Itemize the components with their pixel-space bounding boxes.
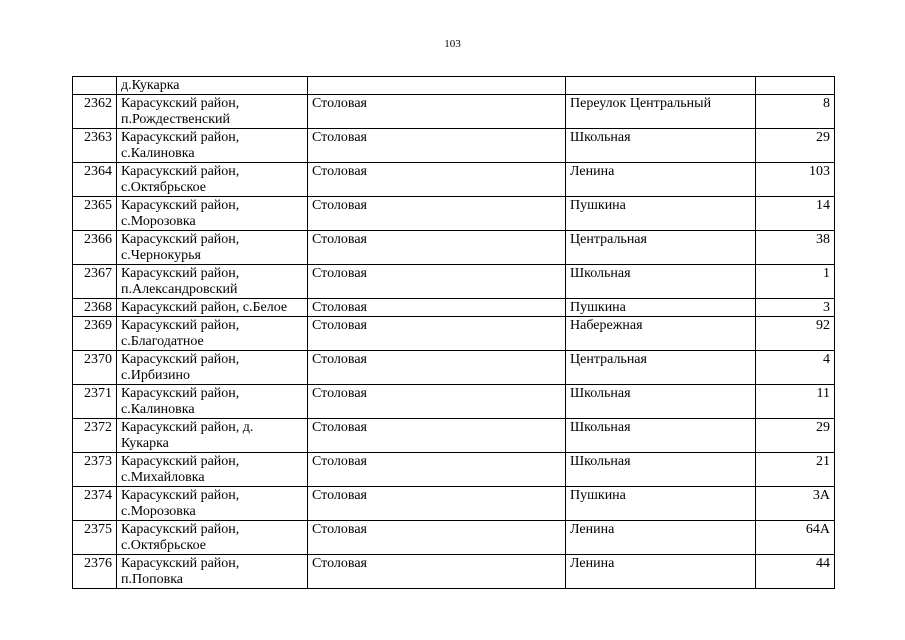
location-cell: Карасукский район, п.Поповка [117, 555, 308, 589]
location-cell: Карасукский район, с.Калиновка [117, 385, 308, 419]
location-cell: Карасукский район, с.Благодатное [117, 317, 308, 351]
table-row [73, 163, 835, 197]
street-cell: Школьная [566, 385, 756, 419]
house-number-cell: 38 [756, 231, 835, 265]
location-cell: д.Кукарка [117, 77, 308, 95]
street-cell: Ленина [566, 555, 756, 589]
table-row [73, 453, 835, 487]
row-number-cell: 2372 [73, 419, 117, 453]
location-cell: Карасукский район, с.Михайловка [117, 453, 308, 487]
location-cell: Карасукский район, с.Калиновка [117, 129, 308, 163]
house-number-cell: 103 [756, 163, 835, 197]
street-cell: Набережная [566, 317, 756, 351]
page-number: 103 [444, 38, 461, 50]
facility-type-cell: Столовая [308, 231, 566, 265]
row-number-cell: 2373 [73, 453, 117, 487]
street-cell: Ленина [566, 163, 756, 197]
facility-type-cell: Столовая [308, 317, 566, 351]
location-cell: Карасукский район, п.Александровский [117, 265, 308, 299]
row-number-cell: 2364 [73, 163, 117, 197]
row-number-cell: 2369 [73, 317, 117, 351]
house-number-cell: 29 [756, 419, 835, 453]
house-number-cell: 1 [756, 265, 835, 299]
house-number-cell: 64А [756, 521, 835, 555]
row-number-cell: 2367 [73, 265, 117, 299]
location-cell: Карасукский район, с.Морозовка [117, 197, 308, 231]
registry-table [72, 76, 835, 589]
house-number-cell: 4 [756, 351, 835, 385]
row-number-cell: 2375 [73, 521, 117, 555]
location-cell: Карасукский район, с.Ирбизино [117, 351, 308, 385]
house-number-cell: 14 [756, 197, 835, 231]
facility-type-cell: Столовая [308, 265, 566, 299]
location-cell: Карасукский район, с.Белое [117, 299, 308, 317]
facility-type-cell: Столовая [308, 487, 566, 521]
table-row [73, 555, 835, 589]
table-row [73, 231, 835, 265]
facility-type-cell [308, 77, 566, 95]
row-number-cell: 2371 [73, 385, 117, 419]
house-number-cell: 44 [756, 555, 835, 589]
house-number-cell: 8 [756, 95, 835, 129]
row-number-cell: 2366 [73, 231, 117, 265]
house-number-cell: 29 [756, 129, 835, 163]
row-number-cell [73, 77, 117, 95]
facility-type-cell: Столовая [308, 129, 566, 163]
street-cell: Школьная [566, 453, 756, 487]
row-number-cell: 2376 [73, 555, 117, 589]
street-cell: Центральная [566, 351, 756, 385]
location-cell: Карасукский район, д. Кукарка [117, 419, 308, 453]
street-cell: Пушкина [566, 197, 756, 231]
house-number-cell: 11 [756, 385, 835, 419]
street-cell: Переулок Центральный [566, 95, 756, 129]
row-number-cell: 2365 [73, 197, 117, 231]
facility-type-cell: Столовая [308, 453, 566, 487]
street-cell [566, 77, 756, 95]
table-row [73, 77, 835, 95]
table-row [73, 299, 835, 317]
facility-type-cell: Столовая [308, 351, 566, 385]
row-number-cell: 2362 [73, 95, 117, 129]
street-cell: Пушкина [566, 299, 756, 317]
location-cell: Карасукский район, п.Рождественский [117, 95, 308, 129]
facility-type-cell: Столовая [308, 419, 566, 453]
table-row [73, 385, 835, 419]
facility-type-cell: Столовая [308, 95, 566, 129]
location-cell: Карасукский район, с.Октябрьское [117, 521, 308, 555]
row-number-cell: 2368 [73, 299, 117, 317]
table-row [73, 95, 835, 129]
row-number-cell: 2374 [73, 487, 117, 521]
facility-type-cell: Столовая [308, 299, 566, 317]
street-cell: Школьная [566, 129, 756, 163]
table-row [73, 197, 835, 231]
facility-type-cell: Столовая [308, 197, 566, 231]
registry-table-body [73, 77, 835, 589]
house-number-cell: 3А [756, 487, 835, 521]
table-row [73, 265, 835, 299]
table-row [73, 487, 835, 521]
table-row [73, 317, 835, 351]
street-cell: Школьная [566, 419, 756, 453]
location-cell: Карасукский район, с.Морозовка [117, 487, 308, 521]
table-row [73, 351, 835, 385]
row-number-cell: 2363 [73, 129, 117, 163]
house-number-cell: 3 [756, 299, 835, 317]
street-cell: Центральная [566, 231, 756, 265]
street-cell: Школьная [566, 265, 756, 299]
location-cell: Карасукский район, с.Октябрьское [117, 163, 308, 197]
table-row [73, 419, 835, 453]
facility-type-cell: Столовая [308, 555, 566, 589]
facility-type-cell: Столовая [308, 521, 566, 555]
house-number-cell: 21 [756, 453, 835, 487]
house-number-cell [756, 77, 835, 95]
facility-type-cell: Столовая [308, 385, 566, 419]
street-cell: Ленина [566, 521, 756, 555]
facility-type-cell: Столовая [308, 163, 566, 197]
street-cell: Пушкина [566, 487, 756, 521]
location-cell: Карасукский район, с.Чернокурья [117, 231, 308, 265]
table-row [73, 521, 835, 555]
table-row [73, 129, 835, 163]
house-number-cell: 92 [756, 317, 835, 351]
row-number-cell: 2370 [73, 351, 117, 385]
